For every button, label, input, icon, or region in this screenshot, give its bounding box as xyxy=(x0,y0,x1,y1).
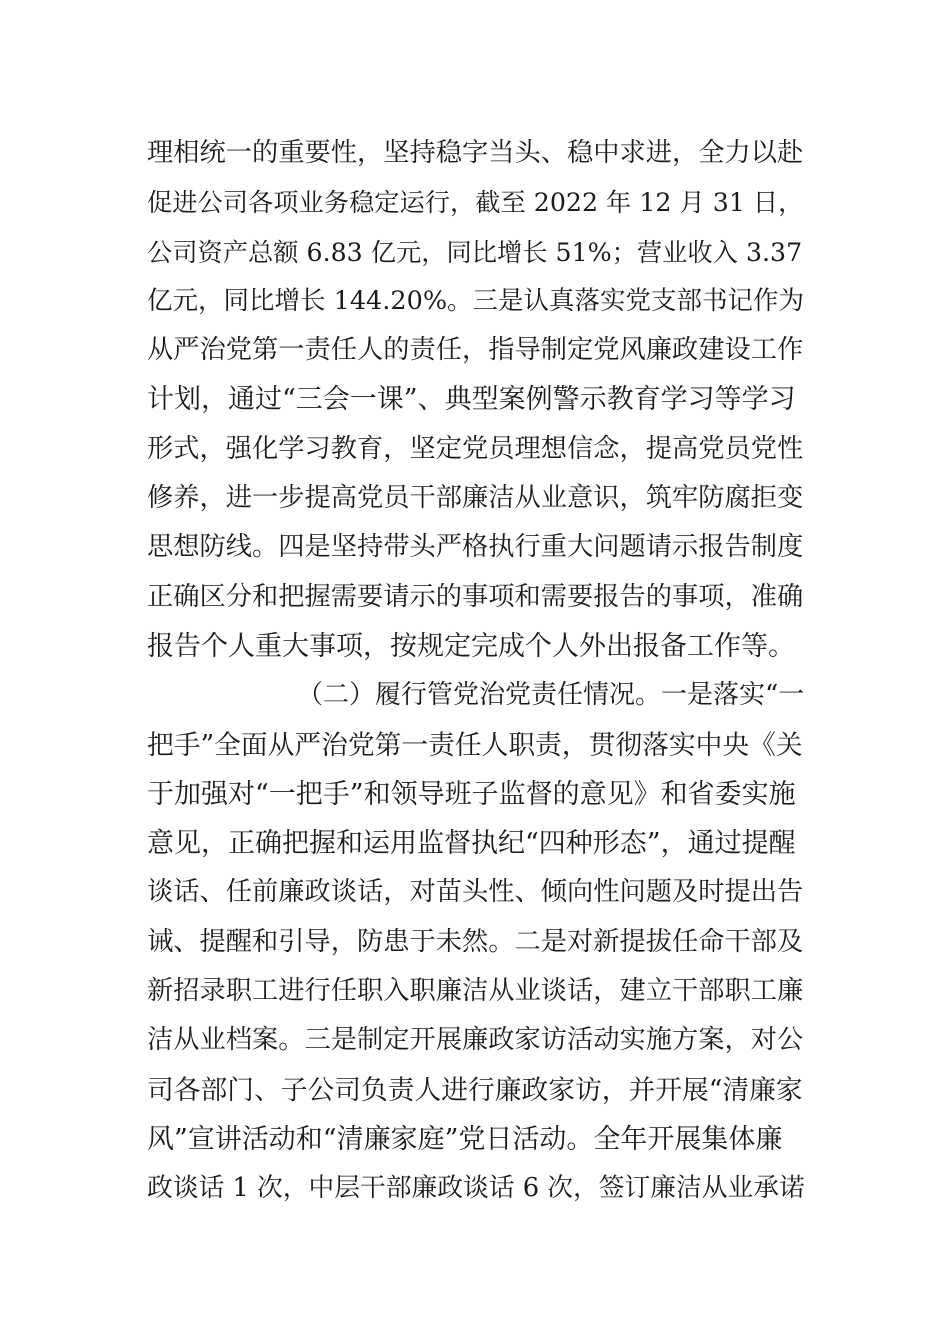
text-line: 风”宣讲活动和“清廉家庭”党日活动。全年开展集体廉 xyxy=(147,1123,783,1155)
text-line: 修养，进一步提高党员干部廉洁从业意识，筑牢防腐拒变 xyxy=(147,483,804,514)
text-line: 意见，正确把握和运用监督执纪“四种形态”，通过提醒 xyxy=(147,828,796,860)
text-line: 司各部门、子公司负责人进行廉政家访，并开展“清廉家 xyxy=(147,1074,803,1106)
text-line: 正确区分和把握需要请示的事项和需要报告的事项，准确 xyxy=(147,581,804,612)
text-line: 洁从业档案。三是制定开展廉政家访活动实施方案，对公 xyxy=(147,1025,804,1056)
text-line: 诫、提醒和引导，防患于未然。二是对新提拔任命干部及 xyxy=(147,926,804,957)
section-heading-line: （二）履行管党治党责任情况。一是落实“一 xyxy=(297,680,805,711)
text-line: 形式，强化学习教育，坚定党员理想信念，提高党员党性 xyxy=(147,433,804,464)
text-line: 促进公司各项业务稳定运行，截至 2022 年 12 月 31 日， xyxy=(147,188,804,218)
text-line: 思想防线。四是坚持带头严格执行重大问题请示报告制度 xyxy=(147,532,804,563)
text-line: 把手”全面从严治党第一责任人职责，贯彻落实中央《关 xyxy=(147,729,803,761)
text-line: 理相统一的重要性，坚持稳字当头、稳中求进，全力以赴 xyxy=(147,138,804,168)
text-line: 亿元，同比增长 144.20%。三是认真落实党支部书记作为 xyxy=(147,285,805,316)
text-line: 计划，通过“三会一课”、典型案例警示教育学习等学习 xyxy=(147,384,796,416)
text-line: 于加强对“一把手”和领导班子监督的意见》和省委实施 xyxy=(147,778,796,810)
text-line: 新招录职工进行任职入职廉洁从业谈话，建立干部职工廉 xyxy=(147,976,804,1007)
text-line: 公司资产总额 6.83 亿元，同比增长 51%；营业收入 3.37 xyxy=(147,237,803,267)
text-line: 谈话、任前廉政谈话，对苗头性、倾向性问题及时提出告 xyxy=(147,877,804,908)
text-line: 从严治党第一责任人的责任，指导制定党风廉政建设工作 xyxy=(147,335,804,366)
text-line: 政谈话 1 次，中层干部廉政谈话 6 次，签订廉洁从业承诺 xyxy=(147,1173,805,1204)
document-body xyxy=(147,129,807,1214)
text-line: 报告个人重大事项，按规定完成个人外出报备工作等。 xyxy=(147,630,795,662)
